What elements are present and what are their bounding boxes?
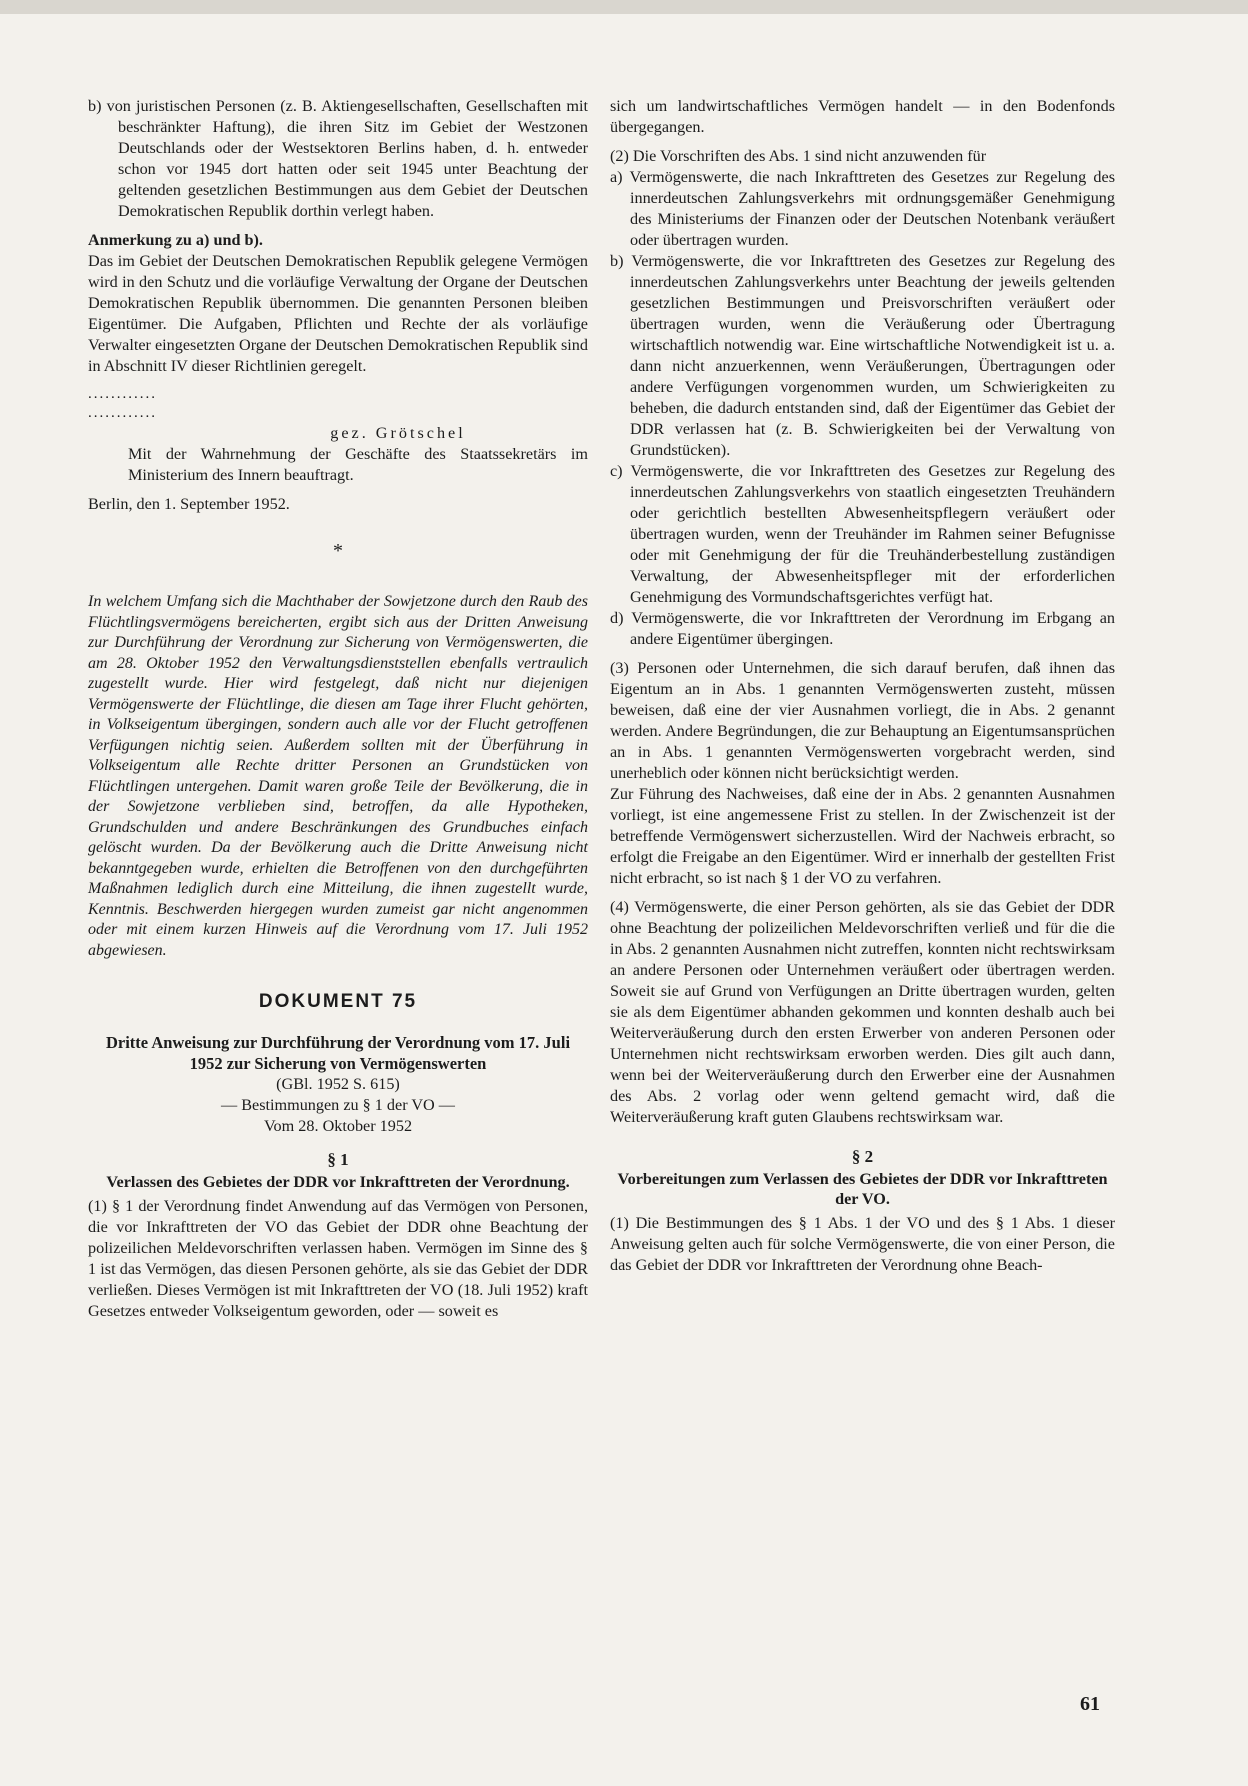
continuation-text: sich um landwirtschaftliches Vermögen handelt — in den Bodenfonds übergegangen.: [610, 97, 1115, 136]
ellipsis-line-2: ............: [88, 405, 157, 421]
ellipsis-line-1: ............: [88, 386, 157, 402]
section-1-heading: § 1: [327, 1150, 349, 1169]
place-date: Berlin, den 1. September 1952.: [88, 495, 290, 513]
section-2-paragraph-1: (1) Die Bestimmungen des § 1 Abs. 1 der VO und des § 1 Abs. 1 dieser Anweisung gelten auch für solche Vermögenswerte, die von einer Person, die das Gebiet der DDR vor Inkrafttreten der Verordnung ohne Beach-: [610, 1214, 1115, 1274]
section-1-title: Verlassen des Gebietes der DDR vor Inkrafttreten der Verordnung.: [106, 1173, 570, 1191]
right-column: [610, 96, 1115, 1276]
item-a: a) Vermögenswerte, die nach Inkrafttreten des Gesetzes zur Regelung des innerdeutschen Zahlungsverkehrs mit ordnungsgemäßer Genehmigung des Ministeriums der Finanzen oder der Deutschen Notenbank veräußert oder übertragen wurden.: [610, 168, 1115, 249]
paragraph-2: (2) Die Vorschriften des Abs. 1 sind nicht anzuwenden für: [610, 147, 987, 165]
item-b-right: b) Vermögenswerte, die vor Inkrafttreten des Gesetzes zur Regelung des innerdeutschen Zahlungsverkehrs unter Beachtung der jeweils geltenden gesetzlichen Bestimmungen und Preisvorschriften veräußert oder übertragen wurden, wenn die Veräußerung oder Übertragung wirtschaftlich notwendig war. Eine wirtschaftliche Notwendigkeit ist u. a. dann nicht anzuerkennen, wenn Veräußerungen, Übertragungen oder andere Verfügungen vorgenommen wurden, um Schwierigkeiten zu beheben, die dadurch entstanden sind, daß der Eigentümer das Gebiet der DDR verlassen hat (z. B. Schwierigkeiten bei der Verwaltung von Grundstücken).: [610, 252, 1115, 459]
page-number: 61: [1080, 1693, 1100, 1715]
item-b: b) von juristischen Personen (z. B. Aktiengesellschaften, Gesellschaften mit beschränkter Haftung), die ihren Sitz im Gebiet der Westzonen Deutschlands oder der Westsektoren Berlins haben, d. h. entweder schon vor 1945 dort hatten oder seit 1945 unter Beachtung der geltenden gesetzlichen Bestimmungen aus dem Gebiet der Deutschen Demokratischen Republik dorthin verlegt haben.: [88, 97, 588, 220]
signer-role: Mit der Wahrnehmung der Geschäfte des Staatssekretärs im Ministerium des Innern beauftragt.: [128, 445, 588, 484]
section-1-paragraph-1: (1) § 1 der Verordnung findet Anwendung auf das Vermögen von Personen, die vor Inkrafttreten der VO das Gebiet der DDR ohne Beachtung der polizeilichen Meldevorschriften verlassen haben. Vermögen im Sinne des § 1 ist das Vermögen, das diesen Personen gehörte, als sie das Gebiet der DDR verließen. Dieses Vermögen ist mit Inkrafttreten der VO (18. Juli 1952) kraft Gesetzes entweder Volkseigentum geworden, oder — soweit es: [88, 1197, 588, 1320]
document-subtitle: — Bestimmungen zu § 1 der VO —: [221, 1096, 455, 1114]
signature: gez. Grötschel: [330, 424, 466, 442]
editorial-commentary: In welchem Umfang sich die Machthaber der Sowjetzone durch den Raub des Flüchtlingsvermögens bereicherten, ergibt sich aus der Dritten Anweisung zur Durchführung der Verordnung zur Sicherung von Vermögenswerten, die am 28. Oktober 1952 den Verwaltungsdienststellen ebenfalls vertraulich zugestellt wurde. Hier wird festgelegt, daß nicht nur diejenigen Vermögenswerte der Flüchtlinge, die diesen am Tage ihrer Flucht gehörten, in Volkseigentum übergingen, sondern auch alle vor der Flucht getroffenen Verfügungen nichtig seien. Außerdem sollten mit der Überführung in Volkseigentum alle Rechte dritter Personen an Grundstücken von Flüchtlingen untergehen. Damit waren große Teile der Bevölkerung, die in der Sowjetzone verblieben sind, betroffen, da alle Hypotheken, Grundschulden und andere Beschränkungen des Grundbuches einfach gelöscht wurden. Da der Bevölkerung auch die Dritte Anweisung nicht bekanntgegeben wurde, erhielten die Betroffenen von den durchgeführten Maßnahmen lediglich durch eine Mitteilung, die ihnen zugestellt wurde, Kenntnis. Beschwerden hiergegen wurden zumeist gar nicht angenommen oder mit einem kurzen Hinweis auf die Verordnung vom 17. Juli 1952 abgewiesen.: [88, 593, 588, 959]
anmerkung-text: Das im Gebiet der Deutschen Demokratischen Republik gelegene Vermögen wird in den Schutz und die vorläufige Verwaltung der Organe der Deutschen Demokratischen Republik übernommen. Die genannten Personen bleiben Eigentümer. Die Aufgaben, Pflichten und Rechte der als vorläufige Verwalter eingesetzten Organe der Deutschen Demokratischen Republik sind in Abschnitt IV dieser Richtlinien geregelt.: [88, 252, 588, 375]
scan-edge: [0, 0, 1248, 14]
document-title: Dritte Anweisung zur Durchführung der Verordnung vom 17. Juli 1952 zur Sicherung von Vermögenswerten: [105, 1033, 571, 1073]
section-2-title: Vorbereitungen zum Verlassen des Gebietes der DDR vor Inkrafttreten der VO.: [617, 1170, 1108, 1208]
separator-star: *: [333, 540, 343, 562]
left-column: [88, 96, 588, 1322]
document-heading: DOKUMENT 75: [258, 991, 418, 1012]
document-reference: (GBl. 1952 S. 615): [276, 1075, 400, 1093]
item-c: c) Vermögenswerte, die vor Inkrafttreten des Gesetzes zur Regelung des innerdeutschen Zahlungsverkehrs von staatlich eingesetzten Treuhändern oder gerichtlich bestellten Abwesenheitspflegern veräußert oder übertragen wurden, wenn der Treuhänder im Rahmen seiner Befugnisse oder mit Genehmigung der für die Treuhänderbestellung zuständigen Verwaltung, der Abwesenheitspfleger mit der erforderlichen Genehmigung des Vormundschaftsgerichtes verfügt hat.: [610, 462, 1115, 606]
paragraph-3b: Zur Führung des Nachweises, daß eine der in Abs. 2 genannten Ausnahmen vorliegt, ist eine angemessene Frist zu stellen. In der Zwischenzeit ist der betreffende Vermögenswert sicherzustellen. Wird der Nachweis erbracht, so erfolgt die Freigabe an den Eigentümer. Wird er innerhalb der gestellten Frist nicht erbracht, so ist nach § 1 der VO zu verfahren.: [610, 785, 1115, 887]
paragraph-4: (4) Vermögenswerte, die einer Person gehörten, als sie das Gebiet der DDR ohne Beachtung der polizeilichen Meldevorschriften verließ und für die die in Abs. 2 genannten Ausnahmen nicht zutreffen, konnten nicht rechtswirksam an andere Personen oder Unternehmen veräußert oder übertragen werden. Soweit sie auf Grund von Verfügungen an Dritte übertragen wurden, gelten sie als dem Eigentümer abhanden gekommen und konnten deshalb auch bei Weiterveräußerung durch den ersten Erwerber von anderen Personen oder Unternehmen nicht rechtswirksam erworben werden. Dies gilt auch dann, wenn bei der Weiterveräußerung durch den Erwerber eine der Ausnahmen des Abs. 2 vorlag oder wenn geltend gemacht wird, daß die Weiterveräußerung kraft guten Glaubens rechtswirksam war.: [610, 898, 1115, 1126]
section-2-heading: § 2: [851, 1147, 874, 1166]
document-date: Vom 28. Oktober 1952: [263, 1117, 413, 1135]
item-d: d) Vermögenswerte, die vor Inkrafttreten der Verordnung im Erbgang an andere Eigentümer übergingen.: [610, 609, 1115, 648]
paragraph-3: (3) Personen oder Unternehmen, die sich darauf berufen, daß ihnen das Eigentum an in Abs. 1 genannten Vermögenswerten zusteht, müssen beweisen, daß eine der vier Ausnahmen vorliegt, die in Abs. 2 genannt werden. Andere Begründungen, die zur Behauptung an Eigentumsansprüchen an in Abs. 1 genannten Vermögenswerten vorgebracht werden, sind unerheblich oder können nicht berücksichtigt werden.: [610, 659, 1115, 782]
anmerkung-heading: Anmerkung zu a) und b).: [88, 231, 263, 249]
